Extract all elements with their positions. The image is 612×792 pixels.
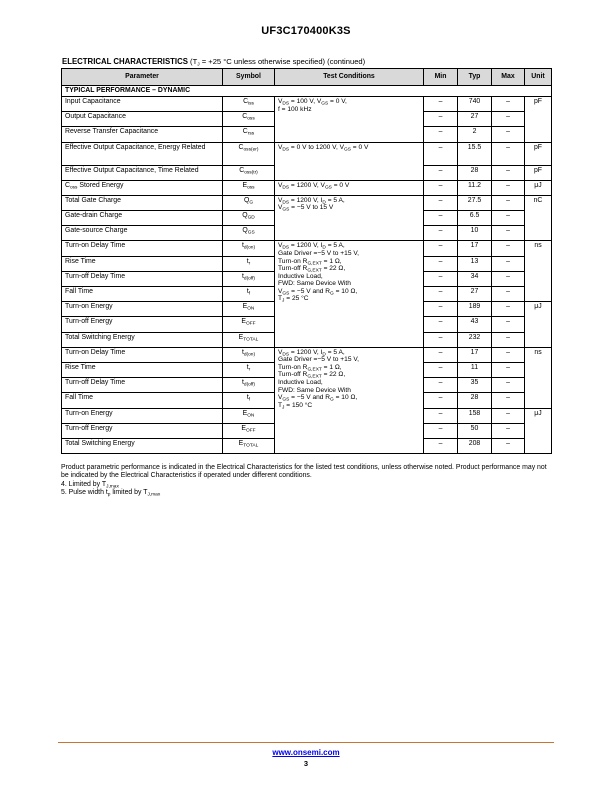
param-cell: Total Gate Charge [62,195,223,210]
unit-cell: pF [525,165,552,180]
min-cell: – [424,180,458,195]
param-cell: Total Switching Energy [62,438,223,453]
param-cell: Reverse Transfer Capacitance [62,127,223,142]
header-typ: Typ [458,69,492,86]
unit-cell: μJ [525,408,552,454]
param-cell: Fall Time [62,287,223,302]
symbol-cell: $E_{oss}$ [223,180,275,195]
min-cell: – [424,142,458,165]
max-cell: – [492,438,525,453]
max-cell: – [492,195,525,210]
part-number-title: UF3C170400K3S [261,25,351,37]
min-cell: – [424,408,458,423]
typ-cell: 6.5 [458,211,492,226]
symbol-cell: $Q_G$ [223,195,275,210]
header-min: Min [424,69,458,86]
param-cell: Effective Output Capacitance, Energy Related [62,142,223,165]
param-cell: Turn-on Delay Time [62,241,223,256]
conditions-effective-capacitance: $V_{DS} = 0$ V to 1200 V, $V_{GS} = 0$ V [275,142,424,180]
website-link[interactable]: www.onsemi.com [272,748,340,757]
param-cell: Turn-off Delay Time [62,271,223,286]
param-cell: Fall Time [62,393,223,408]
table-row [62,96,552,111]
min-cell: – [424,438,458,453]
symbol-cell: $E_{TOTAL}$ [223,438,275,453]
typ-cell: 232 [458,332,492,347]
max-cell: – [492,302,525,317]
note-4: 4. Limited by $T_{J,max}$ [61,480,119,490]
max-cell: – [492,142,525,165]
typ-cell: 740 [458,96,492,111]
unit-cell: μJ [525,180,552,195]
typ-cell: 43 [458,317,492,332]
page-number: 3 [303,759,309,768]
symbol-cell: $C_{oss(tr)}$ [223,165,275,180]
max-cell: – [492,287,525,302]
section-qualifier: ($T_J = +25$ °C unless otherwise specified) (continued) [190,57,366,68]
min-cell: – [424,211,458,226]
max-cell: – [492,112,525,127]
typ-cell: 27.5 [458,195,492,210]
min-cell: – [424,195,458,210]
conditions-gate-charge: $V_{DS} = 1200$ V, $I_D = 5$ A, $V_{GS} = -5$ V to 15 V [275,195,424,241]
typ-cell: 13 [458,256,492,271]
param-cell: Effective Output Capacitance, Time Related [62,165,223,180]
max-cell: – [492,378,525,393]
min-cell: – [424,302,458,317]
conditions-switching-25c: $V_{DS} = 1200$ V, $I_D = 5$ A, Gate Driver =−5 V to +15 V, Turn-on $R_{G,EXT} = 1$ Ω, Turn-off $R_{G,EXT} = 22$ Ω, Inductive Load, FWD: Same Device With $V_{GS} = -5$ V and $R_G = 10$ Ω, $T_J = 25$ °C [275,241,424,347]
max-cell: – [492,127,525,142]
typ-cell: 11.2 [458,180,492,195]
unit-cell: nC [525,195,552,241]
max-cell: – [492,211,525,226]
min-cell: – [424,96,458,111]
max-cell: – [492,226,525,241]
unit-cell: pF [525,142,552,165]
param-cell: Rise Time [62,362,223,377]
conditions-capacitance: $V_{DS} = 100$ V, $V_{GS} = 0$ V, f = 100 kHz [275,96,424,142]
symbol-cell: $E_{ON}$ [223,408,275,423]
note-5: 5. Pulse width $t_p$ limited by $T_{J,max}$ [61,488,161,498]
symbol-cell: $t_{d(off)}$ [223,271,275,286]
max-cell: – [492,317,525,332]
max-cell: – [492,362,525,377]
conditions-stored-energy: $V_{DS} = 1200$ V, $V_{GS} = 0$ V [275,180,424,195]
table-header-row [62,69,552,86]
typ-cell: 208 [458,438,492,453]
symbol-cell: $Q_{GD}$ [223,211,275,226]
symbol-cell: $t_f$ [223,287,275,302]
header-test-conditions: Test Conditions [275,69,424,86]
group-title: TYPICAL PERFORMANCE – DYNAMIC [62,86,552,97]
max-cell: – [492,347,525,362]
param-cell: Input Capacitance [62,96,223,111]
header-symbol: Symbol [223,69,275,86]
max-cell: – [492,408,525,423]
min-cell: – [424,423,458,438]
param-cell: Gate-source Charge [62,226,223,241]
min-cell: – [424,127,458,142]
param-cell: Turn-on Energy [62,408,223,423]
typ-cell: 27 [458,112,492,127]
unit-cell: ns [525,347,552,408]
symbol-cell: $E_{TOTAL}$ [223,332,275,347]
typ-cell: 35 [458,378,492,393]
footer-divider [58,742,554,743]
header-max: Max [492,69,525,86]
max-cell: – [492,271,525,286]
symbol-cell: $E_{OFF}$ [223,423,275,438]
typ-cell: 2 [458,127,492,142]
symbol-cell: $E_{ON}$ [223,302,275,317]
typ-cell: 17 [458,241,492,256]
group-title-row [62,86,552,97]
param-cell: $C_{oss}$ Stored Energy [62,180,223,195]
typ-cell: 158 [458,408,492,423]
max-cell: – [492,165,525,180]
symbol-cell: $t_r$ [223,362,275,377]
symbol-cell: $t_r$ [223,256,275,271]
header-unit: Unit [525,69,552,86]
typ-cell: 28 [458,165,492,180]
header-parameter: Parameter [62,69,223,86]
symbol-cell: $t_f$ [223,393,275,408]
param-cell: Output Capacitance [62,112,223,127]
max-cell: – [492,256,525,271]
unit-cell: pF [525,96,552,142]
conditions-switching-150c: $V_{DS} = 1200$ V, $I_D = 5$ A, Gate Driver =−5 V to +15 V, Turn-on $R_{G,EXT} = 1$ Ω, Turn-off $R_{G,EXT} = 22$ Ω, Inductive Load, FWD: Same Device With $V_{GS} = -5$ V and $R_G = 10$ Ω, $T_J = 150$ °C [275,347,424,453]
symbol-cell: $t_{d(off)}$ [223,378,275,393]
electrical-characteristics-table [61,68,552,454]
min-cell: – [424,287,458,302]
table-row [62,347,552,362]
min-cell: – [424,378,458,393]
min-cell: – [424,165,458,180]
min-cell: – [424,317,458,332]
symbol-cell: $C_{rss}$ [223,127,275,142]
table-row [62,142,552,165]
typ-cell: 10 [458,226,492,241]
max-cell: – [492,423,525,438]
param-cell: Gate-drain Charge [62,211,223,226]
max-cell: – [492,332,525,347]
param-cell: Turn-off Delay Time [62,378,223,393]
table-row [62,195,552,210]
typ-cell: 17 [458,347,492,362]
param-cell: Turn-off Energy [62,423,223,438]
max-cell: – [492,241,525,256]
max-cell: – [492,96,525,111]
symbol-cell: $C_{oss}$ [223,112,275,127]
min-cell: – [424,347,458,362]
table-row [62,241,552,256]
param-cell: Turn-off Energy [62,317,223,332]
max-cell: – [492,393,525,408]
symbol-cell: $C_{iss}$ [223,96,275,111]
symbol-cell: $Q_{GS}$ [223,226,275,241]
param-cell: Turn-on Energy [62,302,223,317]
typ-cell: 27 [458,287,492,302]
section-title [62,57,365,66]
typ-cell: 189 [458,302,492,317]
symbol-cell: $C_{oss(er)}$ [223,142,275,165]
table-row [62,180,552,195]
symbol-cell: $t_{d(on)}$ [223,347,275,362]
performance-disclaimer: Product parametric performance is indicated in the Electrical Characteristics for the listed test conditions, unless otherwise noted. Product performance may not be indicated by the Electrical Characteristics if operated under different conditions. [61,464,547,480]
symbol-cell: $E_{OFF}$ [223,317,275,332]
typ-cell: 28 [458,393,492,408]
symbol-cell: $t_{d(on)}$ [223,241,275,256]
param-cell: Total Switching Energy [62,332,223,347]
typ-cell: 11 [458,362,492,377]
min-cell: – [424,393,458,408]
unit-cell: ns [525,241,552,302]
footnotes [61,464,553,497]
min-cell: – [424,112,458,127]
section-heading: ELECTRICAL CHARACTERISTICS [62,57,188,66]
min-cell: – [424,271,458,286]
param-cell: Turn-on Delay Time [62,347,223,362]
max-cell: – [492,180,525,195]
min-cell: – [424,241,458,256]
param-cell: Rise Time [62,256,223,271]
typ-cell: 15.5 [458,142,492,165]
min-cell: – [424,256,458,271]
unit-cell: μJ [525,302,552,348]
typ-cell: 50 [458,423,492,438]
typ-cell: 34 [458,271,492,286]
min-cell: – [424,226,458,241]
min-cell: – [424,332,458,347]
min-cell: – [424,362,458,377]
